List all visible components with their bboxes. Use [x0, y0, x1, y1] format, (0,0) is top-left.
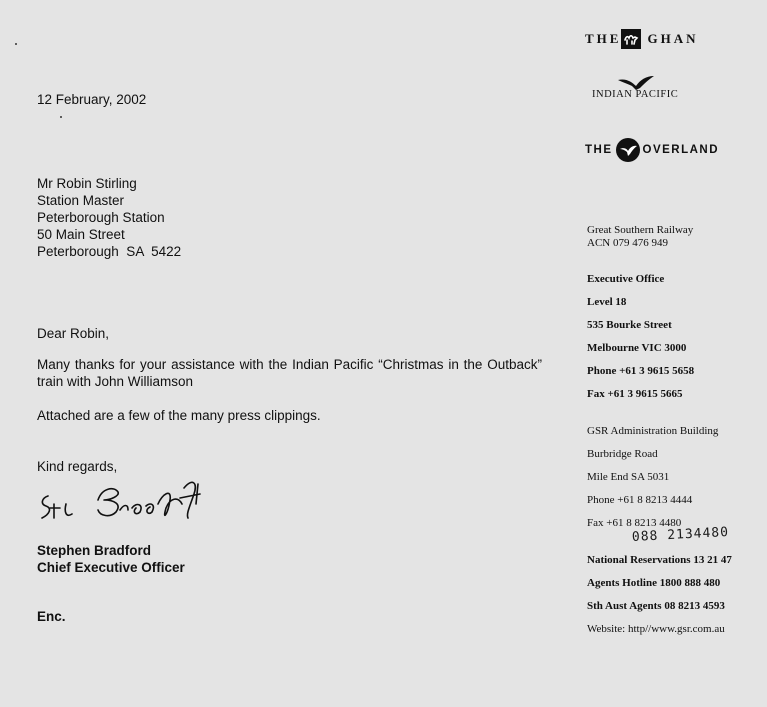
signer-title: Chief Executive Officer: [37, 560, 185, 575]
salutation: Dear Robin,: [37, 326, 110, 341]
company-website: Website: http//www.gsr.com.au: [587, 623, 725, 635]
logo-overland-left: THE: [585, 144, 613, 156]
recipient-street: 50 Main Street: [37, 227, 125, 242]
exec-level: Level 18: [587, 296, 627, 308]
exec-fax: Fax +61 3 9615 5665: [587, 388, 683, 400]
signer-name: Stephen Bradford: [37, 543, 152, 558]
agents-hotline: Agents Hotline 1800 888 480: [587, 577, 721, 589]
enclosure-note: Enc.: [37, 609, 66, 624]
body-paragraph-1: Many thanks for your assistance with the Indian Pacific “Christmas in the Outback” train with John Williamson: [37, 357, 542, 389]
letter-date: 12 February, 2002: [37, 92, 147, 107]
recipient-city: Peterborough SA 5422: [37, 244, 182, 259]
scan-speck: [15, 43, 17, 45]
body-paragraph-2: Attached are a few of the many press clippings.: [37, 408, 321, 423]
logo-the-overland: [585, 136, 719, 164]
admin-phone: Phone +61 8 8213 4444: [587, 494, 693, 506]
exec-office-label: Executive Office: [587, 273, 665, 285]
logo-indian-pacific: [592, 74, 692, 104]
handwritten-signature: [36, 474, 211, 526]
national-reservations: National Reservations 13 21 47: [587, 554, 732, 566]
admin-fax: Fax +61 8 8213 4480: [587, 517, 682, 529]
exec-street: 535 Bourke Street: [587, 319, 672, 331]
closing: Kind regards,: [37, 459, 118, 474]
bird-circle-icon: [615, 137, 641, 163]
logo-ghan-left: THE: [585, 31, 622, 46]
recipient-organization: Peterborough Station: [37, 210, 165, 225]
handwritten-fax-number: 088 2134480: [631, 524, 730, 545]
recipient-title: Station Master: [37, 193, 125, 208]
logo-ghan-right: GHAN: [647, 31, 699, 46]
recipient-address: [37, 175, 181, 260]
exec-phone: Phone +61 3 9615 5658: [587, 365, 695, 377]
sa-agents: Sth Aust Agents 08 8213 4593: [587, 600, 725, 612]
camel-icon: [621, 29, 641, 49]
admin-road: Burbridge Road: [587, 448, 658, 460]
scan-speck: [60, 116, 62, 118]
logo-indian-pacific-text: INDIAN PACIFIC: [592, 89, 679, 100]
logo-the-ghan: [585, 28, 698, 50]
admin-city: Mile End SA 5031: [587, 471, 670, 483]
recipient-name: Mr Robin Stirling: [37, 176, 137, 191]
admin-building: GSR Administration Building: [587, 425, 719, 437]
exec-city: Melbourne VIC 3000: [587, 342, 687, 354]
company-name: Great Southern Railway: [587, 224, 694, 236]
company-acn: ACN 079 476 949: [587, 237, 668, 249]
logo-overland-right: OVERLAND: [642, 144, 720, 156]
